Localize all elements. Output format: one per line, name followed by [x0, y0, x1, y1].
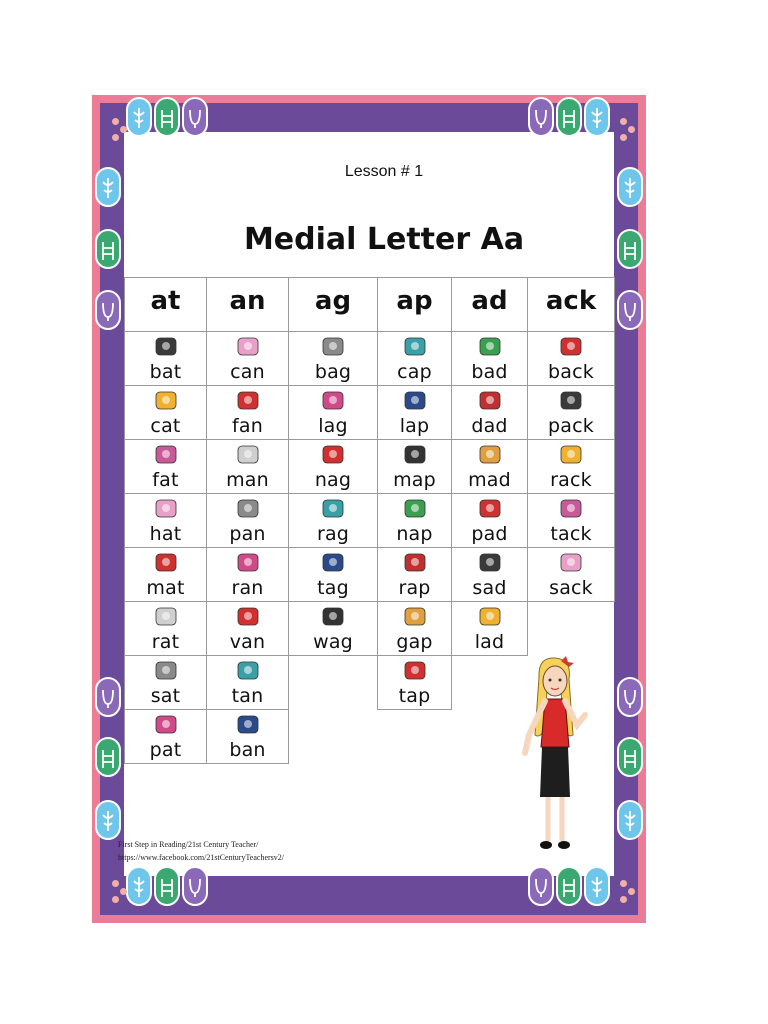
lesson-label: Lesson # 1 — [344, 163, 424, 180]
faucet-icon — [398, 659, 432, 683]
cup-ornament-icon-glyph — [534, 108, 548, 128]
word-cell-pat — [124, 709, 207, 764]
fork-ornament-icon-glyph — [132, 108, 146, 128]
hat-icon — [149, 497, 183, 521]
word-cell-man — [206, 439, 289, 494]
word-label: lag — [318, 415, 348, 437]
column-header-an — [206, 277, 289, 332]
cup-ornament-icon-glyph — [188, 108, 202, 128]
footer-url: https://www.facebook.com/21stCenturyTeachersv2/ — [118, 853, 284, 862]
word-label: fat — [152, 469, 179, 491]
ladder-ornament-icon — [556, 97, 582, 137]
angry-face-icon — [473, 443, 507, 467]
column-header-ack — [527, 277, 615, 332]
running-boy-icon — [231, 551, 265, 575]
word-label: rag — [316, 523, 350, 545]
word-cell-bag — [288, 331, 378, 386]
ladder-ornament-icon — [154, 866, 180, 906]
ladder-ornament-icon — [617, 737, 643, 777]
word-label: van — [229, 631, 266, 653]
rapping-boy-icon — [398, 551, 432, 575]
word-label: pat — [149, 739, 182, 761]
word-cell-fat — [124, 439, 207, 494]
word-label: map — [393, 469, 436, 491]
word-label: tan — [231, 685, 264, 707]
decorative-dot — [628, 126, 635, 133]
dog-icon — [316, 605, 350, 629]
word-label: ran — [231, 577, 264, 599]
ladder-ornament-icon — [154, 97, 180, 137]
word-label: mad — [468, 469, 511, 491]
rack-icon — [554, 443, 588, 467]
word-label: tack — [550, 523, 592, 545]
cup-ornament-icon — [95, 677, 121, 717]
teacher-icon — [515, 655, 590, 860]
fork-ornament-icon-glyph — [101, 178, 115, 198]
ladder-ornament-icon-glyph — [160, 877, 174, 897]
boy-icon — [473, 605, 507, 629]
word-label: pad — [471, 523, 508, 545]
word-label: rat — [151, 631, 180, 653]
man-icon — [231, 443, 265, 467]
decorative-dot — [620, 896, 627, 903]
column-header-ap — [377, 277, 452, 332]
father-icon — [473, 389, 507, 413]
napping-child-icon — [398, 497, 432, 521]
word-cell-sack — [527, 547, 615, 602]
cup-ornament-icon-glyph — [101, 301, 115, 321]
bad-icon — [473, 335, 507, 359]
fork-ornament-icon — [126, 866, 152, 906]
word-label: tag — [317, 577, 349, 599]
word-label: sad — [472, 577, 507, 599]
footer-credit: First Step in Reading/21st Century Teacher/ — [118, 840, 259, 849]
word-cell-rag — [288, 493, 378, 548]
word-label: lap — [399, 415, 430, 437]
column-header-label: ad — [471, 286, 508, 316]
word-cell-pad — [451, 493, 528, 548]
word-cell-van — [206, 601, 289, 656]
word-cell-tan — [206, 655, 289, 710]
word-cell-ban — [206, 709, 289, 764]
word-cell-map — [377, 439, 452, 494]
word-label: dad — [471, 415, 508, 437]
decorative-dot — [620, 880, 627, 887]
van-icon — [231, 605, 265, 629]
cup-ornament-icon — [95, 290, 121, 330]
word-label: cat — [150, 415, 181, 437]
decorative-dot — [112, 118, 119, 125]
word-cell-mat — [124, 547, 207, 602]
word-cell-tag — [288, 547, 378, 602]
word-label: tap — [398, 685, 431, 707]
word-cell-back — [527, 331, 615, 386]
fork-ornament-icon-glyph — [623, 811, 637, 831]
word-label: wag — [313, 631, 353, 653]
word-cell-dad — [451, 385, 528, 440]
word-label: sat — [150, 685, 181, 707]
traffic-icon — [316, 389, 350, 413]
ladder-ornament-icon-glyph — [623, 748, 637, 768]
frying-pan-icon — [231, 497, 265, 521]
word-label: nag — [314, 469, 352, 491]
word-label: fan — [232, 415, 263, 437]
word-cell-tap — [377, 655, 452, 710]
column-header-label: ap — [396, 286, 433, 316]
word-cell-sad — [451, 547, 528, 602]
word-label: sack — [549, 577, 593, 599]
word-label: hat — [149, 523, 182, 545]
mat-icon — [149, 551, 183, 575]
word-label: gap — [396, 631, 433, 653]
word-label: lad — [474, 631, 505, 653]
word-label: nap — [396, 523, 433, 545]
fork-ornament-icon — [617, 800, 643, 840]
word-label: rap — [398, 577, 431, 599]
fork-ornament-icon — [126, 97, 152, 137]
sitting-child-icon — [149, 659, 183, 683]
fork-ornament-icon-glyph — [623, 178, 637, 198]
word-cell-rack — [527, 439, 615, 494]
word-label: bag — [314, 361, 352, 383]
word-label: back — [548, 361, 594, 383]
word-label: pack — [548, 415, 594, 437]
word-label: mat — [146, 577, 185, 599]
word-cell-gap — [377, 601, 452, 656]
word-label: man — [226, 469, 269, 491]
ladder-ornament-icon-glyph — [562, 877, 576, 897]
cup-ornament-icon-glyph — [101, 688, 115, 708]
sun-tan-icon — [231, 659, 265, 683]
word-cell-mad — [451, 439, 528, 494]
word-cell-cat — [124, 385, 207, 440]
lap-icon — [398, 389, 432, 413]
word-cell-nag — [288, 439, 378, 494]
decorative-dot — [112, 134, 119, 141]
pat-icon — [149, 713, 183, 737]
cup-ornament-icon — [617, 290, 643, 330]
word-label: rack — [550, 469, 592, 491]
column-header-label: at — [150, 286, 181, 316]
fork-ornament-icon-glyph — [101, 811, 115, 831]
word-cell-ran — [206, 547, 289, 602]
cup-ornament-icon — [617, 677, 643, 717]
sack-icon — [554, 551, 588, 575]
fork-ornament-icon — [584, 866, 610, 906]
column-header-ad — [451, 277, 528, 332]
bat-icon — [149, 335, 183, 359]
cup-ornament-icon-glyph — [188, 877, 202, 897]
backpack-icon — [316, 335, 350, 359]
column-header-label: an — [229, 286, 266, 316]
decorative-dot — [112, 896, 119, 903]
column-header-ag — [288, 277, 378, 332]
decorative-dot — [120, 126, 127, 133]
pack-icon — [554, 389, 588, 413]
word-cell-lap — [377, 385, 452, 440]
word-label: bad — [471, 361, 508, 383]
price-tag-icon — [316, 551, 350, 575]
column-header-label: ag — [314, 286, 352, 316]
cap-icon — [398, 335, 432, 359]
decorative-dot — [120, 888, 127, 895]
cup-ornament-icon-glyph — [623, 301, 637, 321]
decorative-dot — [620, 134, 627, 141]
word-cell-tack — [527, 493, 615, 548]
word-cell-rap — [377, 547, 452, 602]
rag-icon — [316, 497, 350, 521]
word-cell-nap — [377, 493, 452, 548]
word-label: bat — [149, 361, 182, 383]
sad-child-icon — [473, 551, 507, 575]
ladder-ornament-icon-glyph — [562, 108, 576, 128]
cup-ornament-icon-glyph — [534, 877, 548, 897]
fork-ornament-icon-glyph — [132, 877, 146, 897]
word-cell-pack — [527, 385, 615, 440]
cup-ornament-icon — [528, 866, 554, 906]
word-cell-bad — [451, 331, 528, 386]
cup-ornament-icon — [182, 866, 208, 906]
column-header-at — [124, 277, 207, 332]
ladder-ornament-icon — [95, 737, 121, 777]
thumbtack-icon — [554, 497, 588, 521]
word-label: can — [230, 361, 265, 383]
rat-icon — [149, 605, 183, 629]
decorative-dot — [620, 118, 627, 125]
word-label: pan — [229, 523, 266, 545]
fork-ornament-icon — [95, 800, 121, 840]
decorative-dot — [628, 888, 635, 895]
word-cell-rat — [124, 601, 207, 656]
ladder-ornament-icon-glyph — [101, 748, 115, 768]
decorative-dot — [112, 880, 119, 887]
no-sign-icon — [231, 713, 265, 737]
cup-ornament-icon — [528, 97, 554, 137]
soda-can-icon — [231, 335, 265, 359]
ladder-ornament-icon — [556, 866, 582, 906]
word-cell-wag — [288, 601, 378, 656]
ladder-ornament-icon-glyph — [160, 108, 174, 128]
word-cell-bat — [124, 331, 207, 386]
cup-ornament-icon-glyph — [623, 688, 637, 708]
cup-ornament-icon — [182, 97, 208, 137]
pig-icon — [149, 443, 183, 467]
cat-icon — [149, 389, 183, 413]
word-cell-lag — [288, 385, 378, 440]
word-cell-fan — [206, 385, 289, 440]
word-cell-cap — [377, 331, 452, 386]
word-label: ban — [229, 739, 266, 761]
word-cell-pan — [206, 493, 289, 548]
hand-fan-icon — [231, 389, 265, 413]
word-cell-lad — [451, 601, 528, 656]
page-title: Medial Letter Aa — [243, 222, 525, 257]
word-cell-hat — [124, 493, 207, 548]
word-label: cap — [397, 361, 432, 383]
map-icon — [398, 443, 432, 467]
word-cell-can — [206, 331, 289, 386]
fork-ornament-icon-glyph — [590, 877, 604, 897]
notepad-icon — [473, 497, 507, 521]
gap-icon — [398, 605, 432, 629]
back-icon — [554, 335, 588, 359]
nagging-people-icon — [316, 443, 350, 467]
column-header-label: ack — [545, 286, 597, 316]
word-cell-sat — [124, 655, 207, 710]
fork-ornament-icon — [584, 97, 610, 137]
fork-ornament-icon-glyph — [590, 108, 604, 128]
